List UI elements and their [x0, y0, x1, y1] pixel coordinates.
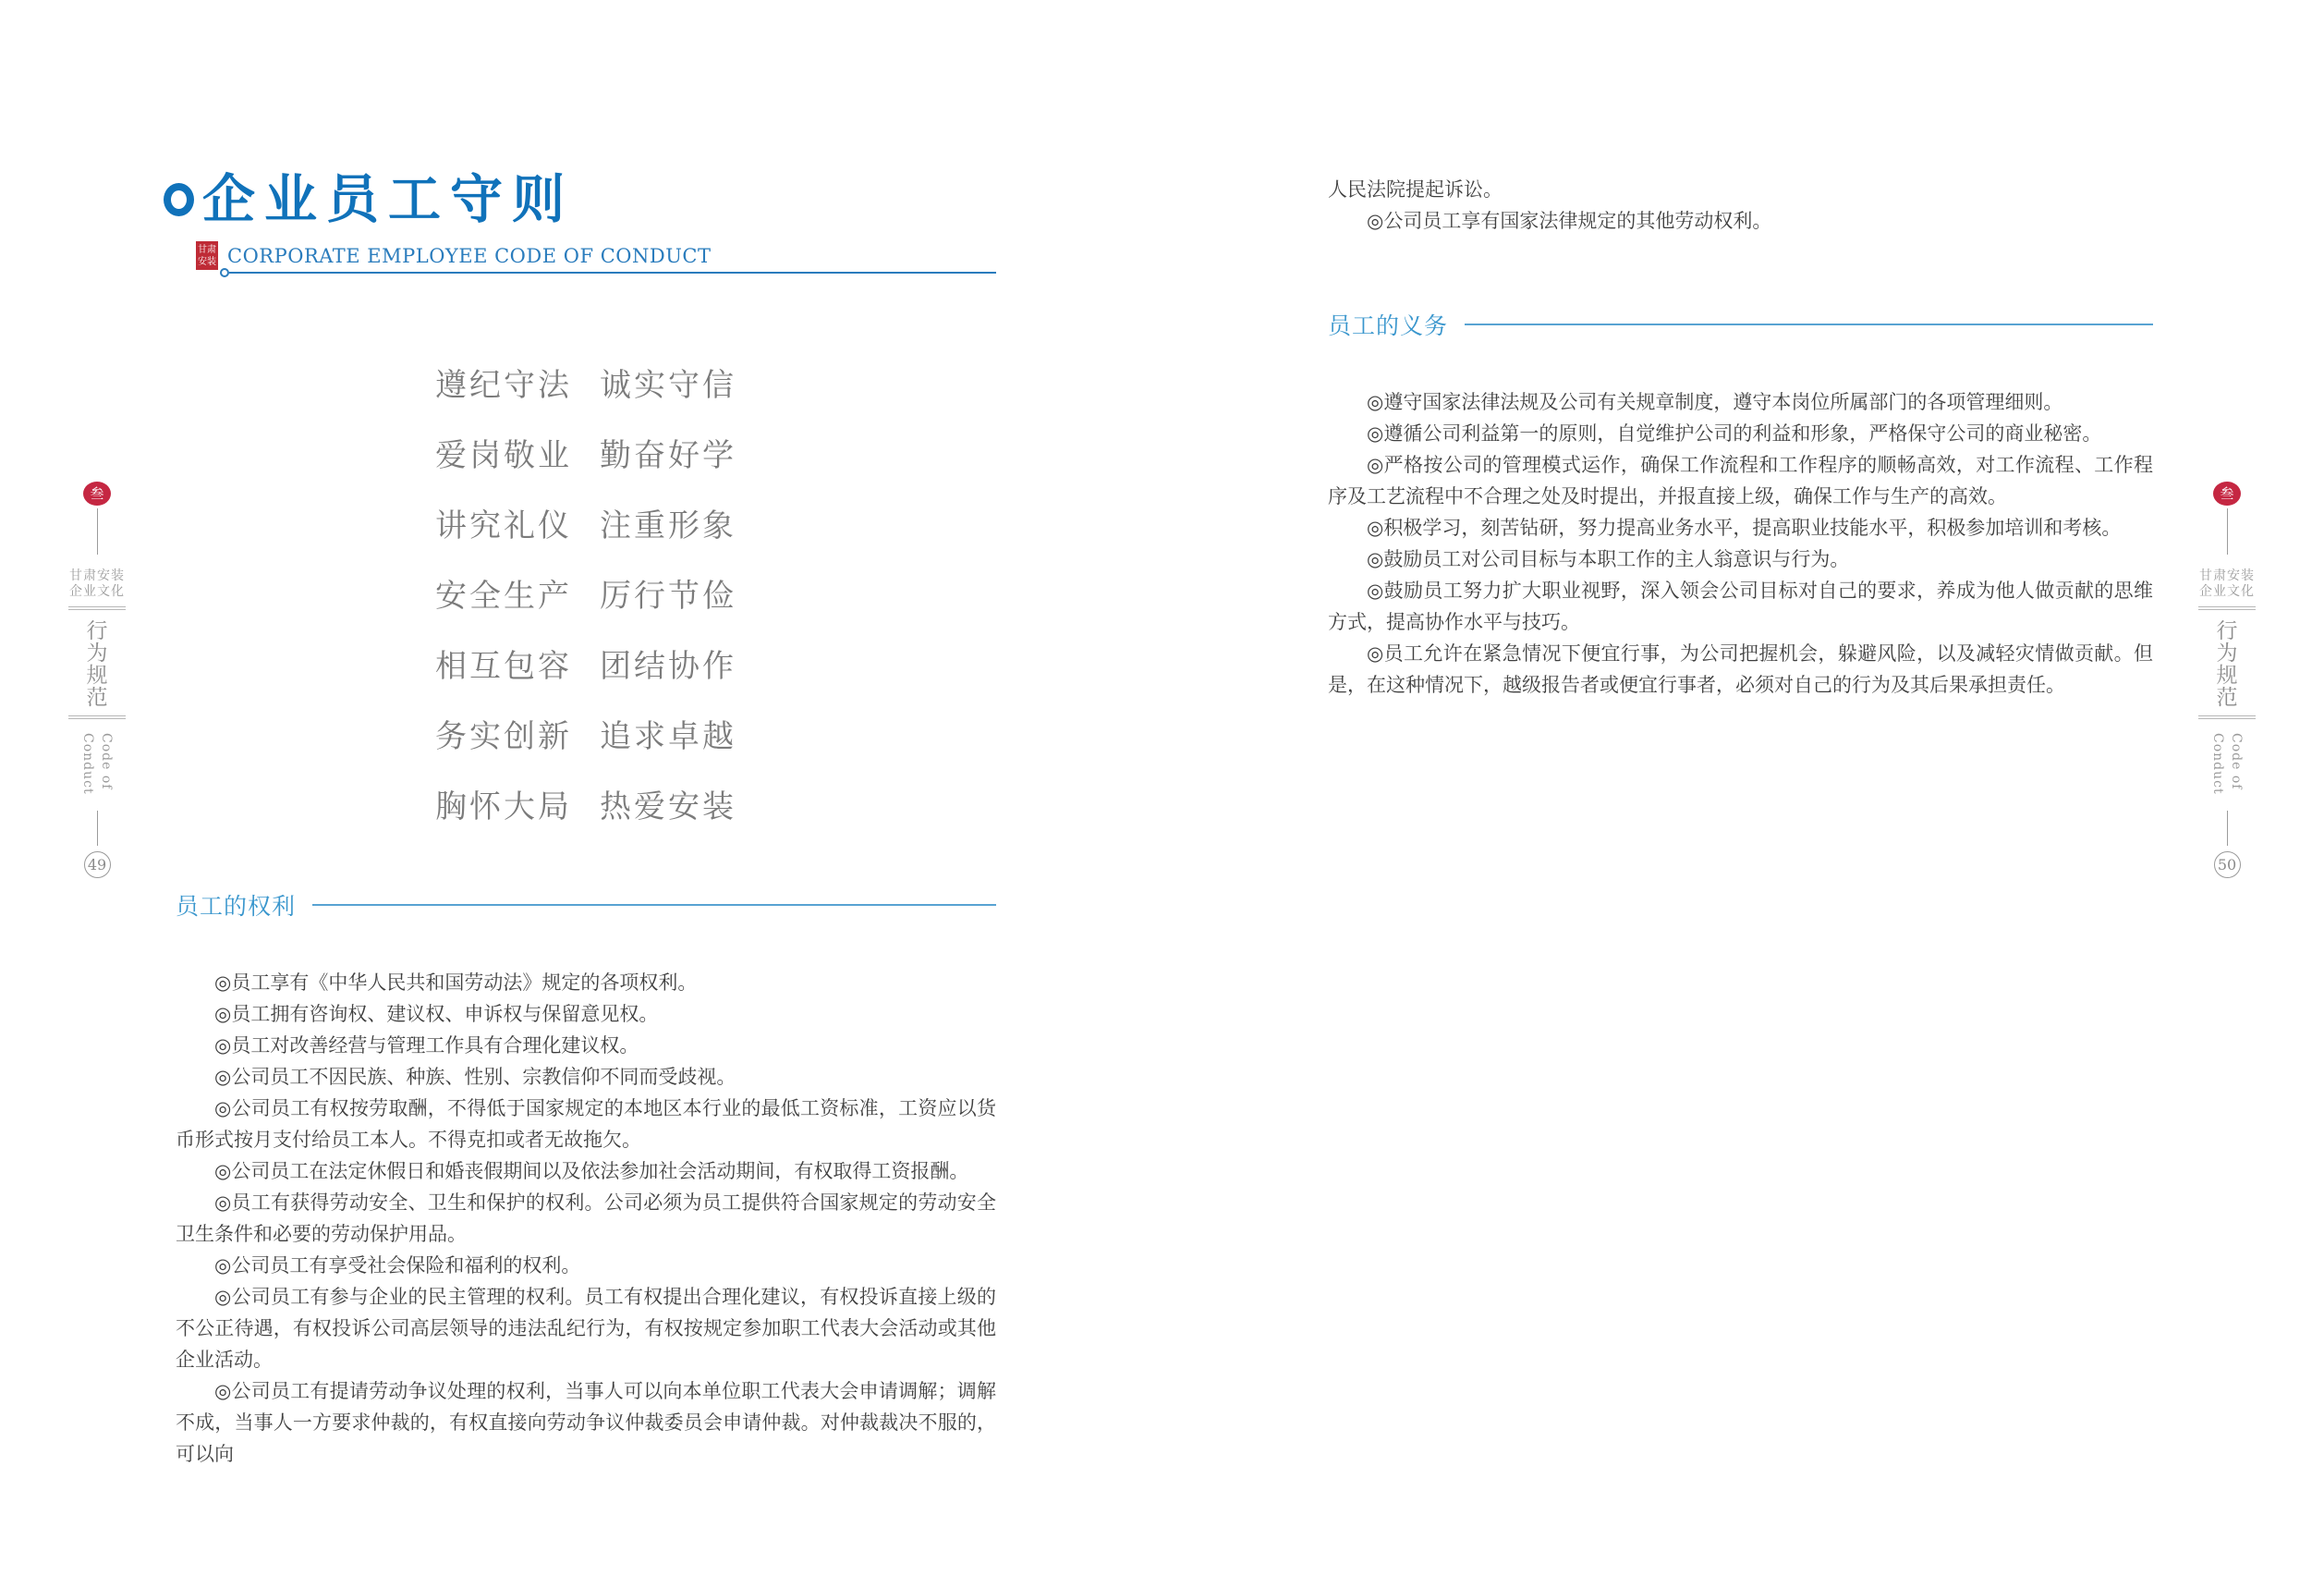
motto-row: [176, 417, 996, 487]
brand-line-1: 甘肃安装: [2199, 568, 2255, 583]
chapter-cn-line-2: 规范: [2216, 664, 2246, 710]
chapter-en-line-1: Code of: [99, 733, 114, 790]
logo-line-1: 甘肃: [198, 244, 216, 255]
rights-paragraph-list: [176, 967, 996, 1470]
double-rule: [68, 606, 126, 610]
motto-list: [176, 347, 996, 838]
motto-row: [176, 768, 996, 838]
body-paragraph: ◎员工拥有咨询权、建议权、申诉权与保留意见权。: [214, 1003, 659, 1025]
motto-phrase-left: 爱岗敬业: [435, 436, 572, 474]
body-paragraph: ◎公司员工有权按劳取酬，不得低于国家规定的本地区本行业的最低工资标准，工资应以货币形式按月支付给员工本人。不得克扣或者无故拖欠。: [176, 1097, 996, 1151]
chapter-cn-line-2: 规范: [86, 664, 116, 710]
motto-phrase-right: 厉行节俭: [600, 577, 736, 615]
motto-row: [176, 487, 996, 557]
chapter-badge: 叁: [2213, 482, 2241, 506]
page-subtitle-row: [196, 241, 711, 270]
chapter-title-cn: [2197, 620, 2257, 709]
chapter-badge: 叁: [83, 482, 111, 506]
rail-divider-line: [97, 508, 98, 555]
body-paragraph: ◎公司员工有享受社会保险和福利的权利。: [214, 1254, 581, 1277]
body-paragraph: ◎员工对改善经营与管理工作具有合理化建议权。: [214, 1034, 639, 1057]
motto-row: [176, 628, 996, 698]
motto-phrase-right: 诚实守信: [600, 366, 736, 404]
chapter-title-cn: [67, 620, 127, 709]
brand-line-2: 企业文化: [2199, 584, 2255, 599]
motto-phrase-left: 相互包容: [435, 647, 572, 685]
page-number-right: 50: [2214, 851, 2241, 878]
company-logo: [196, 241, 218, 270]
body-paragraph: ◎严格按公司的管理模式运作，确保工作流程和工作程序的顺畅高效，对工作流程、工作程序及工艺流程中不合理之处及时提出，并报直接上级，确保工作与生产的高效。: [1328, 454, 2153, 507]
section-title: 员工的权利: [176, 893, 297, 920]
rule-dot-icon: [220, 268, 229, 277]
motto-row: [176, 557, 996, 628]
brand-line-2: 企业文化: [69, 584, 125, 599]
ring-bullet-icon: [164, 183, 194, 216]
body-paragraph: ◎公司员工不因民族、种族、性别、宗教信仰不同而受歧视。: [214, 1066, 736, 1088]
left-margin-rail: [67, 482, 127, 878]
section-header-duties: [1328, 308, 2153, 341]
chapter-en-line-1: Code of: [2229, 733, 2244, 790]
body-paragraph: ◎员工允许在紧急情况下便宜行事，为公司把握机会，躲避风险，以及减轻灾情做贡献。但是，在这种情况下，越级报告者或便宜行事者，必须对自己的行为及其后果承担责任。: [1328, 642, 2153, 696]
body-paragraph: ◎公司员工在法定休假日和婚丧假期间以及依法参加社会活动期间，有权取得工资报酬。: [214, 1160, 969, 1182]
motto-row: [176, 698, 996, 768]
body-paragraph: ◎遵循公司利益第一的原则，自觉维护公司的利益和形象，严格保守公司的商业秘密。: [1367, 422, 2102, 445]
body-paragraph: ◎公司员工有参与企业的民主管理的权利。员工有权提出合理化建议，有权投诉直接上级的不公正待遇，有权投诉公司高层领导的违法乱纪行为，有权按规定参加职工代表大会活动或其他企业活动。: [176, 1286, 996, 1371]
motto-phrase-left: 安全生产: [435, 577, 572, 615]
chapter-en-line-2: Conduct: [80, 733, 95, 795]
chapter-cn-line-1: 行为: [2216, 619, 2246, 666]
double-rule: [2198, 606, 2256, 610]
brand-text: [2199, 568, 2255, 600]
motto-phrase-right: 注重形象: [600, 507, 736, 544]
page-title: 企业员工守则: [202, 168, 574, 230]
page-title-row: [164, 168, 574, 230]
continuation-paragraph-list: [1328, 174, 2153, 237]
brand-line-1: 甘肃安装: [69, 568, 125, 583]
body-paragraph: ◎员工有获得劳动安全、卫生和保护的权利。公司必须为员工提供符合国家规定的劳动安全卫生条件和必要的劳动保护用品。: [176, 1191, 996, 1245]
section-title: 员工的义务: [1328, 312, 1449, 339]
section-rule-line: [312, 904, 996, 906]
rail-divider-line: [97, 811, 98, 846]
motto-phrase-left: 务实创新: [435, 717, 572, 755]
motto-phrase-left: 讲究礼仪: [435, 507, 572, 544]
chapter-en-line-2: Conduct: [2210, 733, 2225, 795]
chapter-title-en: [79, 733, 116, 795]
body-paragraph: ◎鼓励员工努力扩大职业视野，深入领会公司目标对自己的要求，养成为他人做贡献的思维方式，提高协作水平与技巧。: [1328, 580, 2153, 633]
body-paragraph: ◎公司员工享有国家法律规定的其他劳动权利。: [1367, 210, 1772, 232]
rail-divider-line: [2227, 508, 2228, 555]
brand-text: [69, 568, 125, 600]
page-subtitle-en: CORPORATE EMPLOYEE CODE OF CONDUCT: [227, 244, 712, 267]
rule-line: [229, 272, 996, 274]
motto-phrase-left: 胸怀大局: [435, 788, 572, 825]
rail-divider-line: [2227, 811, 2228, 846]
section-rule-line: [1465, 324, 2153, 325]
right-margin-rail: [2197, 482, 2257, 878]
body-paragraph: ◎鼓励员工对公司目标与本职工作的主人翁意识与行为。: [1367, 548, 1850, 570]
motto-phrase-right: 勤奋好学: [600, 436, 736, 474]
double-rule: [68, 715, 126, 719]
duties-paragraph-list: [1328, 386, 2153, 701]
page-number-left: 49: [84, 851, 111, 878]
motto-phrase-right: 团结协作: [600, 647, 736, 685]
body-paragraph: ◎员工享有《中华人民共和国劳动法》规定的各项权利。: [214, 971, 698, 994]
motto-row: [176, 347, 996, 417]
body-paragraph: ◎公司员工有提请劳动争议处理的权利，当事人可以向本单位职工代表大会申请调解；调解不成，当事人一方要求仲裁的，有权直接向劳动争议仲裁委员会申请仲裁。对仲裁裁决不服的，可以向: [176, 1380, 996, 1465]
section-header-rights: [176, 888, 996, 922]
chapter-title-en: [2208, 733, 2245, 795]
chapter-cn-line-1: 行为: [86, 619, 116, 666]
logo-line-2: 安装: [198, 256, 216, 267]
motto-phrase-right: 追求卓越: [600, 717, 736, 755]
body-paragraph: 人民法院提起诉讼。: [1328, 178, 1503, 201]
body-paragraph: ◎积极学习，刻苦钻研，努力提高业务水平，提高职业技能水平，积极参加培训和考核。: [1367, 517, 2122, 539]
title-underline: [220, 268, 996, 277]
body-paragraph: ◎遵守国家法律法规及公司有关规章制度，遵守本岗位所属部门的各项管理细则。: [1367, 391, 2063, 413]
motto-phrase-left: 遵纪守法: [435, 366, 572, 404]
double-rule: [2198, 715, 2256, 719]
motto-phrase-right: 热爱安装: [600, 788, 736, 825]
